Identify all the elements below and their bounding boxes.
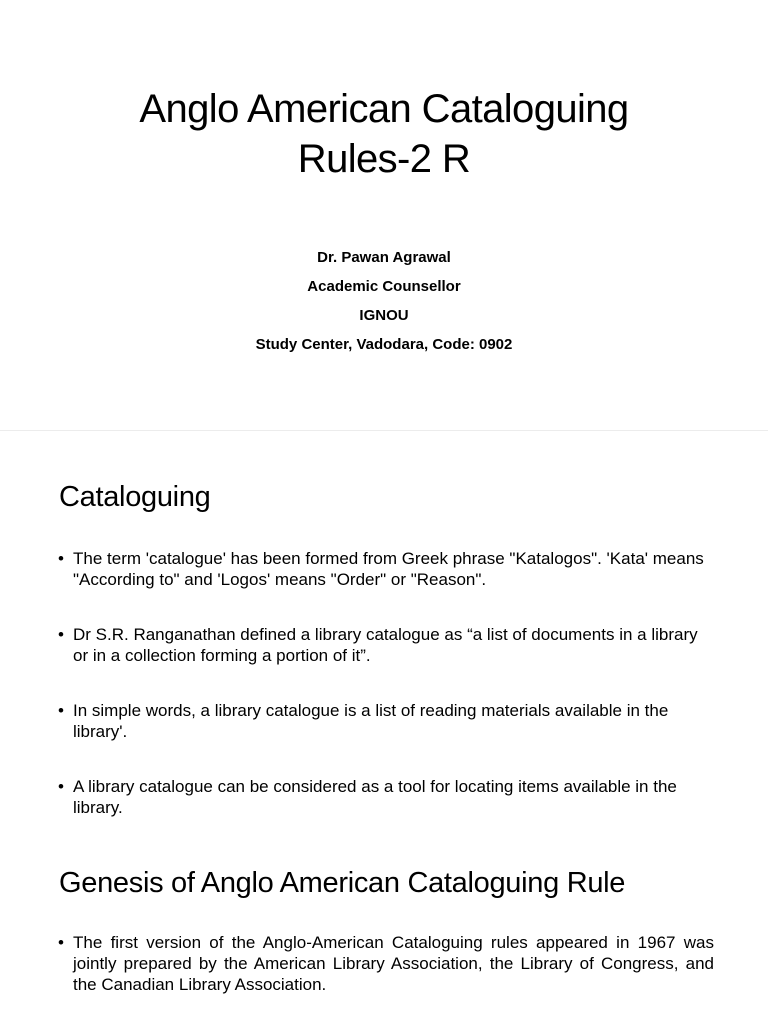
bullet-item bbox=[58, 548, 714, 590]
bullet-icon: • bbox=[58, 549, 64, 568]
bullet-icon: • bbox=[58, 933, 64, 952]
author-role: Academic Counsellor bbox=[307, 278, 461, 295]
title-line-1: Anglo American Cataloguing bbox=[139, 87, 629, 131]
author-block bbox=[60, 243, 708, 359]
bullet-icon: • bbox=[58, 701, 64, 720]
bullet-text: In simple words, a library catalogue is a list of reading materials available in the library'. bbox=[73, 701, 669, 741]
bullet-text: Dr S.R. Ranganathan defined a library catalogue as “a list of documents in a library or in a collection forming a portion of it”. bbox=[73, 625, 698, 665]
bullet-icon: • bbox=[58, 625, 64, 644]
author-name: Dr. Pawan Agrawal bbox=[317, 249, 451, 266]
bullet-item bbox=[58, 624, 714, 666]
bullet-text: The first version of the Anglo-American Cataloguing rules appeared in 1967 was jointly prepared by the American Library Association, the Library of Congress, and the Canadian Library Association. bbox=[73, 933, 714, 994]
bullet-text: The term 'catalogue' has been formed from Greek phrase "Katalogos". 'Kata' means "According to" and 'Logos' means "Order" or "Reason". bbox=[73, 549, 704, 589]
bullet-text: A library catalogue can be considered as a tool for locating items available in the library. bbox=[73, 777, 677, 817]
title-line-2: Rules-2 R bbox=[297, 137, 471, 181]
author-center: Study Center, Vadodara, Code: 0902 bbox=[255, 336, 513, 353]
bullet-item bbox=[58, 776, 714, 818]
bullet-icon: • bbox=[58, 777, 64, 796]
bullet-item bbox=[58, 700, 714, 742]
bullet-item bbox=[58, 932, 714, 995]
genesis-heading: Genesis of Anglo American Cataloguing Rule bbox=[59, 867, 626, 899]
author-institution: IGNOU bbox=[359, 307, 409, 324]
content-slide bbox=[0, 431, 768, 1024]
title-slide bbox=[0, 0, 768, 430]
slide-title bbox=[60, 84, 708, 184]
cataloguing-heading: Cataloguing bbox=[59, 481, 211, 513]
